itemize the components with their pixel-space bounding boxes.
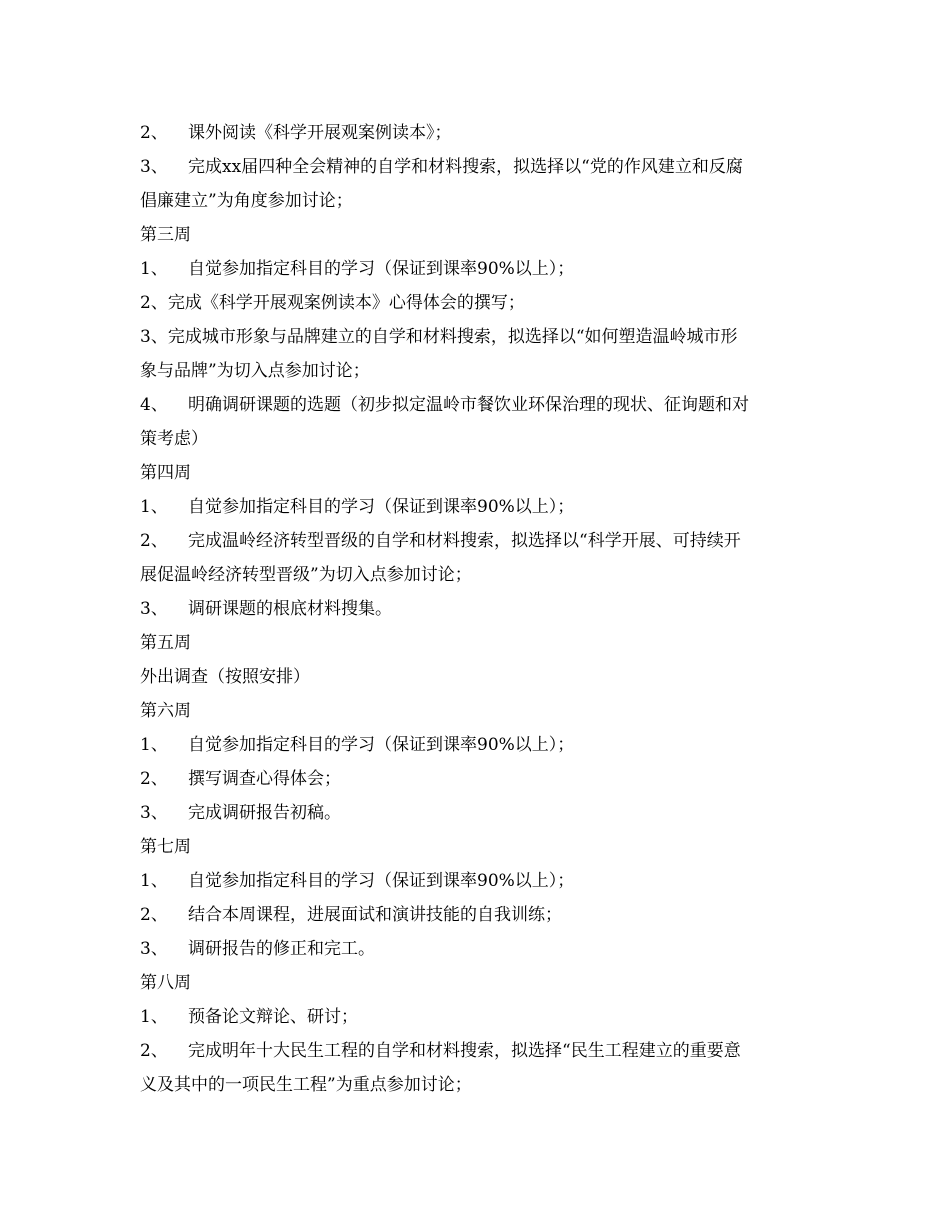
list-item — [140, 252, 812, 286]
heading-text: 第五周 — [140, 633, 191, 653]
heading-text: 第六周 — [140, 701, 191, 721]
continuation-line — [140, 422, 812, 456]
item-number: 1、 — [140, 1007, 168, 1027]
list-item — [140, 864, 812, 898]
list-item — [140, 932, 812, 966]
list-item — [140, 592, 812, 626]
continuation-line — [140, 184, 812, 218]
heading-text: 第八周 — [140, 973, 191, 993]
item-text: 自觉参加指定科目的学习（保证到课率90%以上）； — [188, 871, 575, 891]
list-item — [140, 490, 812, 524]
item-number: 1、 — [140, 259, 168, 279]
item-text: 展促温岭经济转型晋级”为切入点参加讨论； — [140, 565, 472, 585]
item-text: 倡廉建立”为角度参加讨论； — [140, 191, 353, 211]
item-text: 完成明年十大民生工程的自学和材料搜索，拟选择“民生工程建立的重要意 — [188, 1041, 741, 1061]
item-number: 2、 — [140, 1041, 168, 1061]
week-heading — [140, 218, 812, 252]
list-item — [140, 524, 812, 558]
item-text: 课外阅读《科学开展观案例读本》； — [188, 123, 452, 143]
item-text: 明确调研课题的选题（初步拟定温岭市餐饮业环保治理的现状、征询题和对 — [188, 395, 749, 415]
item-text: 完成调研报告初稿。 — [188, 803, 341, 823]
item-text: 自觉参加指定科目的学习（保证到课率90%以上）； — [188, 497, 575, 517]
item-text: 策考虑） — [140, 429, 208, 449]
item-text: 自觉参加指定科目的学习（保证到课率90%以上）； — [188, 259, 575, 279]
item-text: 自觉参加指定科目的学习（保证到课率90%以上）； — [188, 735, 575, 755]
item-number: 2、 — [140, 531, 168, 551]
item-text: 完成《科学开展观案例读本》心得体会的撰写； — [167, 293, 525, 313]
item-number: 3、 — [140, 939, 168, 959]
item-text: 预备论文辩论、研讨； — [188, 1007, 358, 1027]
continuation-line — [140, 1068, 812, 1102]
list-item — [140, 286, 812, 320]
item-text: 结合本周课程，进展面试和演讲技能的自我训练； — [188, 905, 562, 925]
item-number: 1、 — [140, 497, 168, 517]
item-number: 2、 — [140, 293, 168, 313]
item-number: 3、 — [140, 599, 168, 619]
item-number: 2、 — [140, 123, 168, 143]
heading-text: 第七周 — [140, 837, 191, 857]
week-heading — [140, 694, 812, 728]
item-number: 2、 — [140, 769, 168, 789]
item-text: 调研课题的根底材料搜集。 — [188, 599, 392, 619]
list-item — [140, 728, 812, 762]
item-text: 完成温岭经济转型晋级的自学和材料搜索，拟选择以“科学开展、可持续开 — [188, 531, 741, 551]
continuation-line — [140, 354, 812, 388]
item-number: 3、 — [140, 803, 168, 823]
item-text: 完成城市形象与品牌建立的自学和材料搜索，拟选择以“如何塑造温岭城市形 — [167, 327, 738, 347]
item-number: 3、 — [140, 327, 168, 347]
heading-text: 第四周 — [140, 463, 191, 483]
week-heading — [140, 966, 812, 1000]
continuation-line — [140, 558, 812, 592]
item-text: 调研报告的修正和完工。 — [188, 939, 375, 959]
item-text: 撰写调查心得体会； — [188, 769, 341, 789]
list-item — [140, 1000, 812, 1034]
item-text: 象与品牌”为切入点参加讨论； — [140, 361, 370, 381]
week-heading — [140, 830, 812, 864]
item-number: 2、 — [140, 905, 168, 925]
list-item — [140, 116, 812, 150]
list-item — [140, 796, 812, 830]
item-number: 1、 — [140, 871, 168, 891]
item-number: 3、 — [140, 157, 168, 177]
item-number: 4、 — [140, 395, 168, 415]
plain-line — [140, 660, 812, 694]
item-text: 义及其中的一项民生工程”为重点参加讨论； — [140, 1075, 472, 1095]
list-item — [140, 150, 812, 184]
heading-text: 外出调查（按照安排） — [140, 667, 310, 687]
list-item — [140, 898, 812, 932]
item-number: 1、 — [140, 735, 168, 755]
list-item — [140, 762, 812, 796]
week-heading — [140, 456, 812, 490]
week-heading — [140, 626, 812, 660]
document-body — [140, 116, 812, 1102]
list-item — [140, 388, 812, 422]
list-item — [140, 1034, 812, 1068]
item-text: 完成xx届四种全会精神的自学和材料搜索，拟选择以“党的作风建立和反腐 — [188, 157, 743, 177]
heading-text: 第三周 — [140, 225, 191, 245]
list-item — [140, 320, 812, 354]
